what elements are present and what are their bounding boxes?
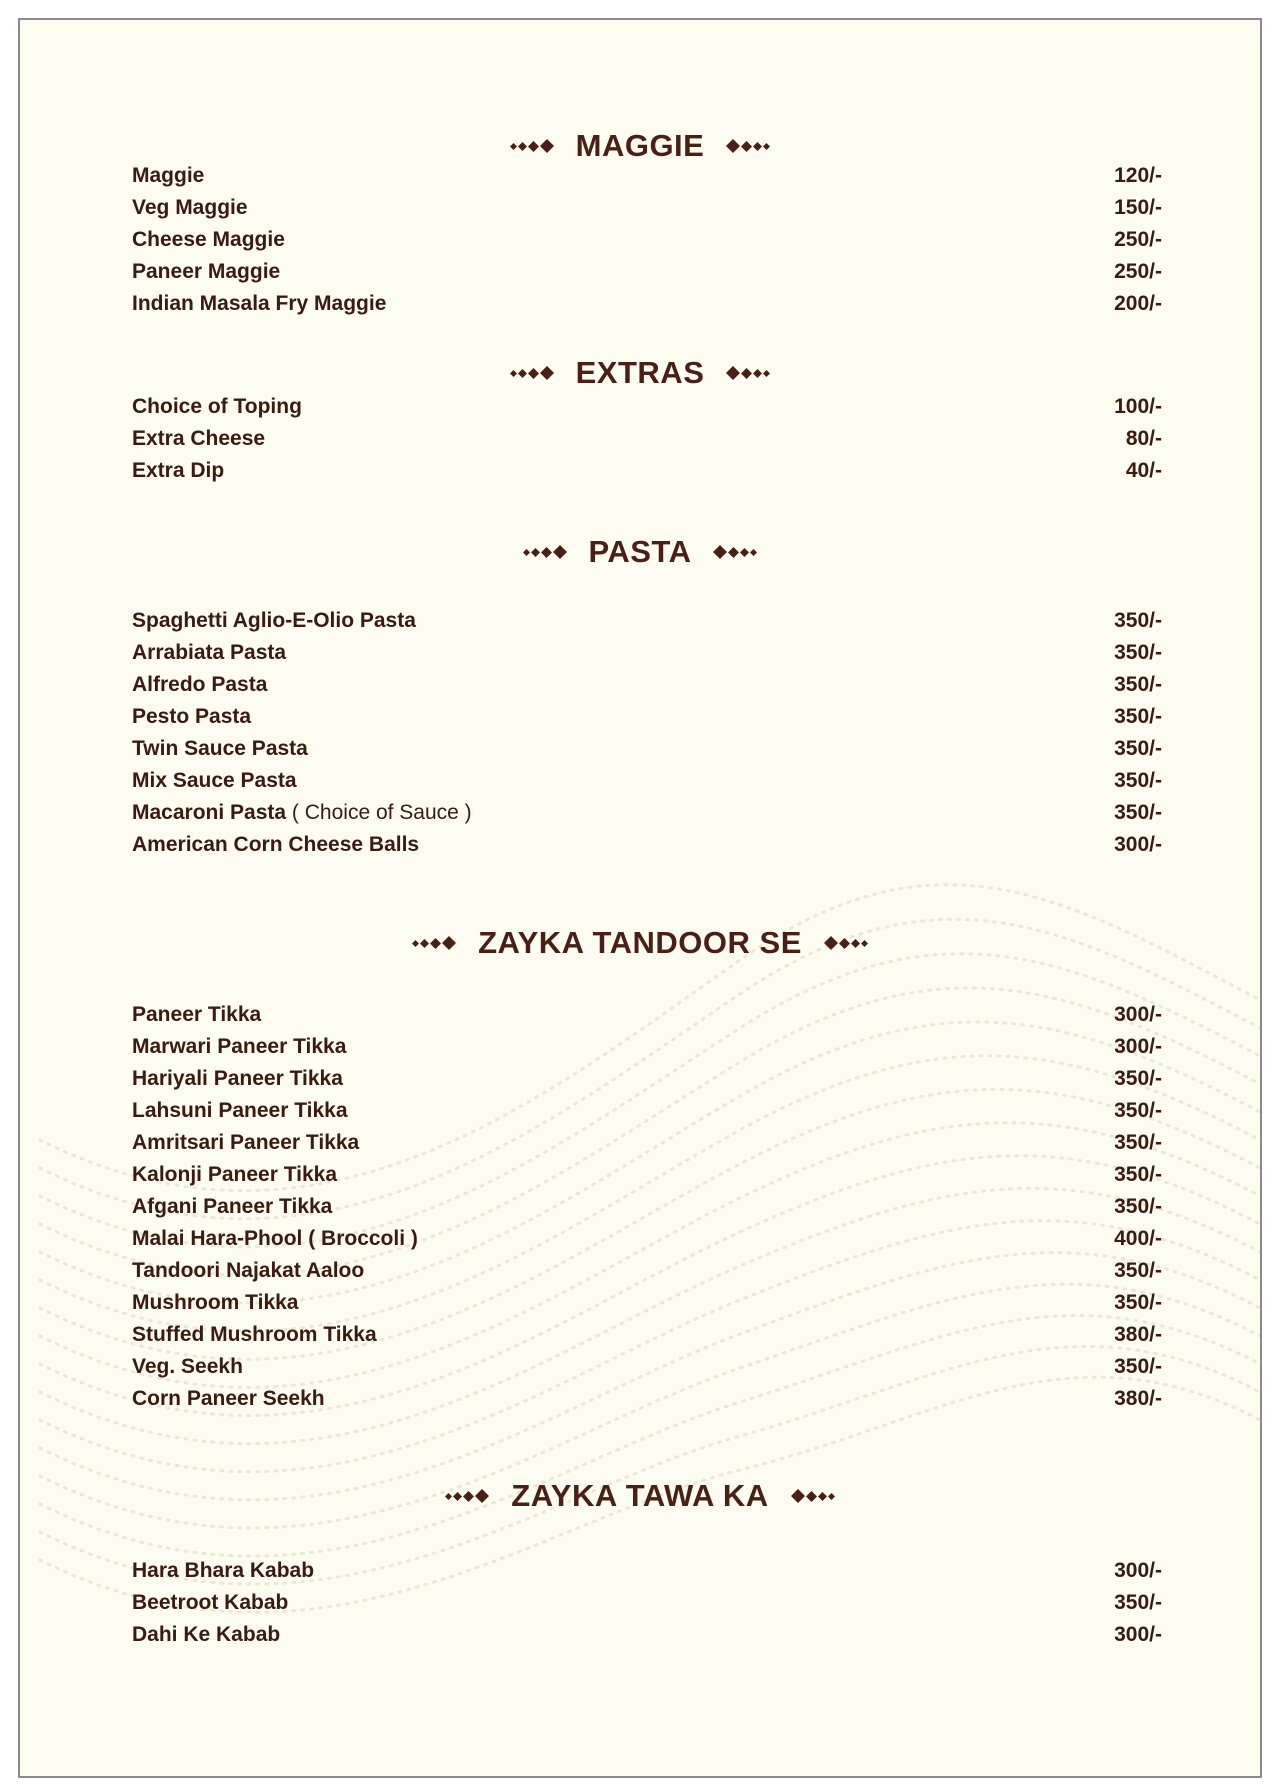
menu-item-name: Stuffed Mushroom Tikka [132,1323,377,1346]
menu-item-price: 350/- [1114,1591,1162,1614]
menu-item-label [132,164,204,188]
menu-item-name: Veg Maggie [132,196,248,219]
menu-item-name: Paneer Tikka [132,1003,262,1026]
menu-item-price: 300/- [1114,1003,1162,1026]
menu-item-name: Veg. Seekh [132,1355,243,1378]
menu-item-name: Macaroni Pasta [132,801,287,824]
menu-item-price: 380/- [1114,1323,1162,1346]
menu-item-row [132,1384,1162,1414]
menu-item-name: Extra Dip [132,459,225,482]
menu-item-name: Pesto Pasta [132,705,252,728]
menu-item-label [132,1003,261,1027]
menu-item-label [132,1227,418,1251]
menu-item-name: Maggie [132,164,205,187]
menu-item-price: 350/- [1114,801,1162,824]
diamond-ornament-left-icon [412,936,456,950]
menu-item-name: Spaghetti Aglio-E-Olio Pasta [132,609,416,632]
section-title-text: PASTA [588,534,692,569]
menu-item-name: Alfredo Pasta [132,673,268,696]
menu-item-name: Hara Bhara Kabab [132,1559,315,1582]
menu-item-row [132,1160,1162,1190]
menu-item-label [132,833,419,857]
menu-item-name: Dahi Ke Kabab [132,1623,281,1646]
menu-item-label [132,1163,337,1187]
section-title-text: MAGGIE [575,128,705,163]
menu-item-row [132,193,1162,223]
menu-item-row [132,392,1162,422]
menu-item-row [132,1320,1162,1350]
menu-item-row [132,225,1162,255]
menu-item-row [132,1288,1162,1318]
section-heading-pasta [20,534,1260,570]
menu-item-row [132,1352,1162,1382]
diamond-ornament-right-icon [713,545,757,559]
menu-item-label [132,1067,343,1091]
section-title-text: EXTRAS [575,355,705,390]
menu-item-price: 380/- [1114,1387,1162,1410]
menu-item-label [132,1195,332,1219]
menu-item-row [132,670,1162,700]
menu-item-price: 350/- [1114,641,1162,664]
menu-item-price: 350/- [1114,1355,1162,1378]
menu-item-row [132,456,1162,486]
menu-item-name: Paneer Maggie [132,260,281,283]
menu-item-price: 350/- [1114,1259,1162,1282]
menu-item-row [132,606,1162,636]
menu-item-name: Tandoori Najakat Aaloo [132,1259,365,1282]
menu-item-name: Mushroom Tikka [132,1291,299,1314]
menu-item-label [132,1291,298,1315]
menu-item-label [132,1559,314,1583]
menu-item-row [132,1192,1162,1222]
menu-item-price: 300/- [1114,1623,1162,1646]
menu-item-name: Corn Paneer Seekh [132,1387,325,1410]
menu-item-row [132,638,1162,668]
menu-item-price: 150/- [1114,196,1162,219]
menu-item-price: 80/- [1125,427,1162,450]
menu-item-price: 40/- [1125,459,1162,482]
menu-item-price: 250/- [1114,260,1162,283]
menu-item-name: Marwari Paneer Tikka [132,1035,347,1058]
menu-item-label [132,609,416,633]
menu-item-name: Afgani Paneer Tikka [132,1195,333,1218]
menu-item-row [132,1620,1162,1650]
menu-item-label [132,1387,325,1411]
diamond-ornament-left-icon [523,545,567,559]
menu-item-row [132,766,1162,796]
menu-item-label [132,801,472,825]
diamond-ornament-right-icon [824,936,868,950]
menu-item-name: Amritsari Paneer Tikka [132,1131,360,1154]
menu-item-row [132,289,1162,319]
menu-item-label [132,1035,346,1059]
menu-item-price: 350/- [1114,609,1162,632]
menu-item-name: American Corn Cheese Balls [132,833,420,856]
menu-item-name: Mix Sauce Pasta [132,769,297,792]
menu-item-name: Indian Masala Fry Maggie [132,292,387,315]
menu-item-name: Beetroot Kabab [132,1591,289,1614]
menu-item-price: 350/- [1114,673,1162,696]
menu-item-name: Cheese Maggie [132,228,285,251]
menu-item-row [132,1556,1162,1586]
menu-item-label [132,1099,348,1123]
menu-item-label [132,427,265,451]
menu-item-row [132,424,1162,454]
menu-item-row [132,257,1162,287]
menu-item-price: 250/- [1114,228,1162,251]
menu-item-row [132,1256,1162,1286]
menu-item-label [132,196,248,220]
menu-item-price: 350/- [1114,1067,1162,1090]
menu-item-price: 350/- [1114,737,1162,760]
menu-item-label [132,292,386,316]
menu-item-price: 200/- [1114,292,1162,315]
section-heading-extras [20,355,1260,391]
menu-item-label [132,228,285,252]
menu-item-name: Hariyali Paneer Tikka [132,1067,343,1090]
wave-line [40,1347,1260,1585]
menu-item-name: Lahsuni Paneer Tikka [132,1099,348,1122]
menu-item-label [132,673,267,697]
menu-item-row [132,1588,1162,1618]
menu-item-row [132,734,1162,764]
menu-item-row [132,1032,1162,1062]
menu-item-row [132,161,1162,191]
menu-item-label [132,459,224,483]
menu-item-price: 100/- [1114,395,1162,418]
menu-item-label [132,705,251,729]
menu-item-label [132,1355,243,1379]
menu-item-price: 400/- [1114,1227,1162,1250]
section-heading-zayka-tandoor-se [20,925,1260,961]
menu-item-row [132,798,1162,828]
menu-item-price: 350/- [1114,1131,1162,1154]
menu-item-label [132,260,280,284]
menu-item-label [132,1259,364,1283]
menu-item-name: Extra Cheese [132,427,266,450]
menu-item-row [132,1064,1162,1094]
menu-item-label [132,641,286,665]
menu-item-price: 350/- [1114,769,1162,792]
section-heading-maggie [20,128,1260,164]
menu-item-label [132,395,302,419]
menu-item-row [132,830,1162,860]
diamond-ornament-left-icon [510,139,554,153]
diamond-ornament-left-icon [445,1489,489,1503]
menu-item-label [132,737,308,761]
menu-item-label [132,1323,377,1347]
menu-item-name: Arrabiata Pasta [132,641,287,664]
menu-item-label [132,1591,288,1615]
section-title-text: ZAYKA TANDOOR SE [478,925,802,960]
menu-item-price: 350/- [1114,1163,1162,1186]
menu-item-row [132,1096,1162,1126]
menu-item-note: ( Choice of Sauce ) [291,801,472,824]
diamond-ornament-left-icon [510,366,554,380]
menu-item-price: 350/- [1114,1291,1162,1314]
menu-item-price: 120/- [1114,164,1162,187]
diamond-ornament-right-icon [726,139,770,153]
menu-item-row [132,1000,1162,1030]
menu-item-row [132,1224,1162,1254]
menu-item-row [132,702,1162,732]
menu-item-label [132,1131,359,1155]
section-heading-zayka-tawa-ka [20,1478,1260,1514]
diamond-ornament-right-icon [726,366,770,380]
menu-item-label [132,769,297,793]
menu-item-row [132,1128,1162,1158]
menu-item-label [132,1623,280,1647]
menu-item-price: 300/- [1114,1035,1162,1058]
menu-item-price: 350/- [1114,1195,1162,1218]
diamond-ornament-right-icon [791,1489,835,1503]
menu-item-price: 300/- [1114,1559,1162,1582]
menu-item-price: 300/- [1114,833,1162,856]
menu-item-name: Kalonji Paneer Tikka [132,1163,338,1186]
menu-item-price: 350/- [1114,705,1162,728]
menu-item-price: 350/- [1114,1099,1162,1122]
menu-item-name: Twin Sauce Pasta [132,737,308,760]
section-title-text: ZAYKA TAWA KA [511,1478,769,1513]
menu-item-name: Malai Hara-Phool ( Broccoli ) [132,1227,418,1250]
menu-item-name: Choice of Toping [132,395,302,418]
menu-page [18,18,1262,1778]
